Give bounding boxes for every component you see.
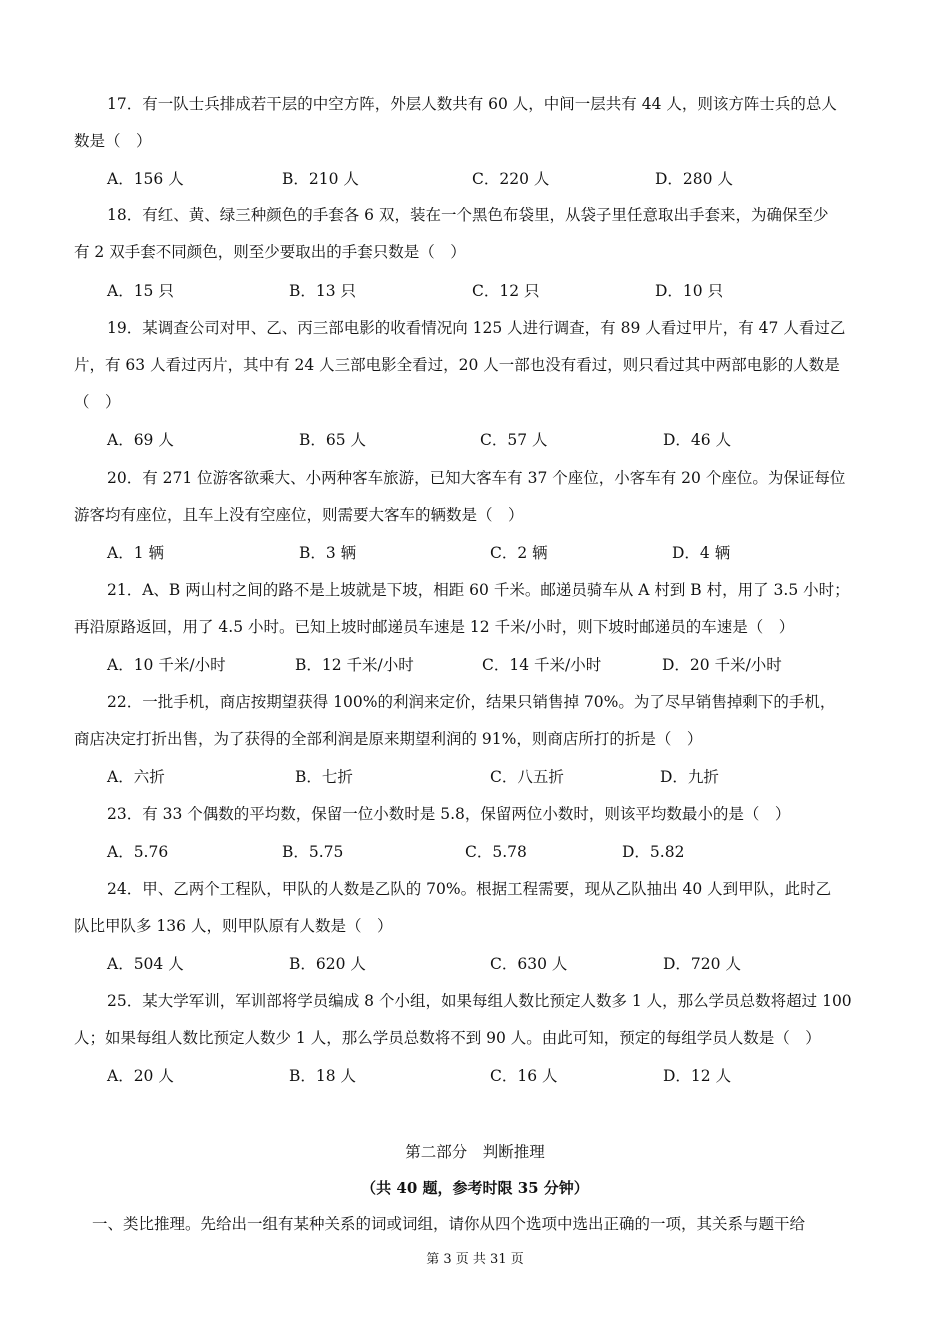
options-19 bbox=[107, 422, 887, 459]
options-22 bbox=[107, 759, 887, 796]
question-text: 21．A、B 两山村之间的路不是上坡就是下坡，相距 60 千米。邮递员骑车从 A 村到 B 村，用了 3.5 小时； bbox=[107, 581, 850, 599]
option-d: D．12 人 bbox=[663, 1067, 732, 1085]
option-c: C．14 千米/小时 bbox=[482, 656, 602, 674]
options-24 bbox=[107, 946, 887, 983]
intro-text: 一、类比推理。先给出一组有某种关系的词或词组，请你从四个选项中选出正确的一项，其关系与题干给 bbox=[92, 1215, 806, 1233]
question-24 bbox=[74, 871, 880, 945]
options-17 bbox=[107, 161, 887, 198]
option-b: B．65 人 bbox=[299, 431, 367, 449]
question-text: （ ） bbox=[74, 393, 121, 411]
page-footer: 第 3 页 共 31 页 bbox=[426, 1252, 524, 1267]
option-b: B．5.75 bbox=[282, 843, 344, 861]
question-text: 商店决定打折出售，为了获得的全部利润是原来期望利润的 91%，则商店所打的折是（ ） bbox=[74, 730, 703, 748]
options-25 bbox=[107, 1058, 887, 1095]
option-a: A．10 千米/小时 bbox=[107, 656, 226, 674]
option-a: A．69 人 bbox=[107, 431, 174, 449]
option-b: B．18 人 bbox=[289, 1067, 357, 1085]
question-19 bbox=[74, 310, 880, 421]
question-text: 25．某大学军训，军训部将学员编成 8 个小组，如果每组人数比预定人数多 1 人，那么学员总数将超过 100 bbox=[107, 992, 852, 1010]
options-20 bbox=[107, 535, 887, 572]
question-21 bbox=[74, 572, 880, 646]
option-c: C．2 辆 bbox=[490, 544, 548, 562]
option-c: C．630 人 bbox=[490, 955, 568, 973]
option-c: C．八五折 bbox=[490, 768, 564, 786]
question-25 bbox=[74, 983, 880, 1057]
option-c: C．5.78 bbox=[465, 843, 527, 861]
option-c: C．16 人 bbox=[490, 1067, 558, 1085]
option-b: B．210 人 bbox=[282, 170, 359, 188]
options-21 bbox=[107, 647, 887, 684]
option-b: B．3 辆 bbox=[299, 544, 357, 562]
section-intro bbox=[74, 1206, 880, 1243]
option-d: D．720 人 bbox=[663, 955, 741, 973]
option-d: D．280 人 bbox=[655, 170, 733, 188]
option-a: A．504 人 bbox=[107, 955, 184, 973]
option-a: A．1 辆 bbox=[107, 544, 164, 562]
question-text: 23．有 33 个偶数的平均数，保留一位小数时是 5.8，保留两位小数时，则该平均数最小的是（ ） bbox=[107, 805, 791, 823]
option-c: C．57 人 bbox=[480, 431, 548, 449]
option-d: D．5.82 bbox=[622, 843, 685, 861]
question-text: 18．有红、黄、绿三种颜色的手套各 6 双，装在一个黑色布袋里，从袋子里任意取出手套来，为确保至少 bbox=[107, 206, 829, 224]
question-text: 20．有 271 位游客欲乘大、小两种客车旅游，已知大客车有 37 个座位，小客车有 20 个座位。为保证每位 bbox=[107, 469, 846, 487]
option-c: C．12 只 bbox=[472, 282, 540, 300]
option-a: A．156 人 bbox=[107, 170, 184, 188]
question-text: 游客均有座位，且车上没有空座位，则需要大客车的辆数是（ ） bbox=[74, 506, 524, 524]
section-subtitle: （共 40 题，参考时限 35 分钟） bbox=[361, 1179, 589, 1197]
section-title: 第二部分 判断推理 bbox=[405, 1143, 545, 1161]
option-d: D．九折 bbox=[660, 768, 719, 786]
options-18 bbox=[107, 273, 887, 310]
question-22 bbox=[74, 684, 880, 758]
option-d: D．20 千米/小时 bbox=[662, 656, 782, 674]
question-20 bbox=[74, 460, 880, 534]
question-text: 片，有 63 人看过丙片，其中有 24 人三部电影全看过，20 人一部也没有看过，则只看过其中两部电影的人数是 bbox=[74, 356, 840, 374]
question-text: 队比甲队多 136 人，则甲队原有人数是（ ） bbox=[74, 917, 393, 935]
option-c: C．220 人 bbox=[472, 170, 550, 188]
option-b: B．620 人 bbox=[289, 955, 366, 973]
question-text: 数是（ ） bbox=[74, 132, 152, 150]
option-b: B．12 千米/小时 bbox=[295, 656, 414, 674]
question-text: 人；如果每组人数比预定人数少 1 人，那么学员总数将不到 90 人。由此可知，预定的每组学员人数是（ ） bbox=[74, 1029, 821, 1047]
question-17 bbox=[74, 86, 880, 160]
options-23 bbox=[107, 834, 887, 871]
option-b: B．七折 bbox=[295, 768, 353, 786]
option-b: B．13 只 bbox=[289, 282, 357, 300]
option-a: A．5.76 bbox=[107, 843, 169, 861]
question-18 bbox=[74, 197, 880, 271]
question-text: 24．甲、乙两个工程队，甲队的人数是乙队的 70%。根据工程需要，现从乙队抽出 40 人到甲队，此时乙 bbox=[107, 880, 832, 898]
question-text: 22．一批手机，商店按期望获得 100%的利润来定价，结果只销售掉 70%。为了尽早销售掉剩下的手机， bbox=[107, 693, 836, 711]
question-23 bbox=[74, 796, 880, 833]
question-text: 17．有一队士兵排成若干层的中空方阵，外层人数共有 60 人，中间一层共有 44 人，则该方阵士兵的总人 bbox=[107, 95, 837, 113]
option-a: A．20 人 bbox=[107, 1067, 174, 1085]
option-a: A．六折 bbox=[107, 768, 165, 786]
option-a: A．15 只 bbox=[107, 282, 174, 300]
question-text: 19．某调查公司对甲、乙、丙三部电影的收看情况向 125 人进行调查，有 89 人看过甲片，有 47 人看过乙 bbox=[107, 319, 846, 337]
option-d: D．10 只 bbox=[655, 282, 724, 300]
option-d: D．4 辆 bbox=[672, 544, 731, 562]
option-d: D．46 人 bbox=[663, 431, 732, 449]
question-text: 有 2 双手套不同颜色，则至少要取出的手套只数是（ ） bbox=[74, 243, 466, 261]
question-text: 再沿原路返回，用了 4.5 小时。已知上坡时邮递员车速是 12 千米/小时，则下坡时邮递员的车速是（ ） bbox=[74, 618, 795, 636]
